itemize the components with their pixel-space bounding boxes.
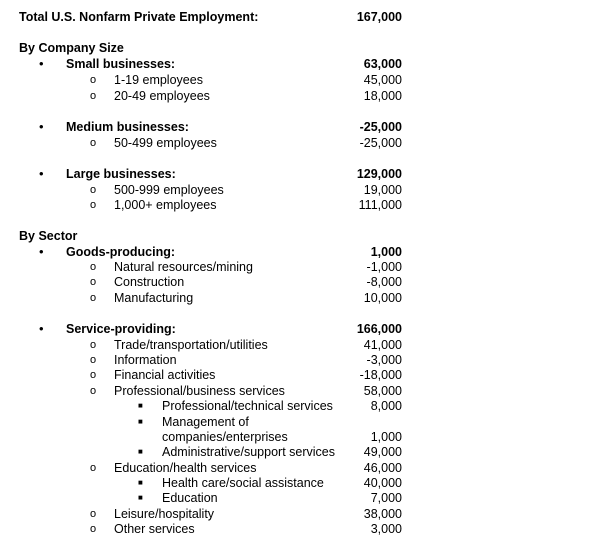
- list-item: [0, 367, 612, 383]
- list-item-value: -3,000: [366, 353, 402, 367]
- list-item-value: -25,000: [359, 136, 402, 150]
- bullet-disc-icon: •: [39, 166, 44, 181]
- bullet-circle-icon: o: [90, 292, 97, 304]
- list-item-value: 7,000: [370, 491, 402, 505]
- bullet-circle-icon: o: [90, 137, 97, 149]
- goods-producing-label: Goods-producing:: [66, 245, 176, 259]
- list-item: [0, 337, 612, 353]
- list-item: [0, 274, 612, 290]
- total-label: Total U.S. Nonfarm Private Employment:: [19, 10, 259, 24]
- list-item-value: -1,000: [366, 260, 402, 274]
- bullet-disc-icon: •: [39, 119, 44, 134]
- list-item-value: 38,000: [363, 507, 402, 521]
- bullet-square-icon: ■: [138, 478, 143, 487]
- list-item: [0, 475, 612, 491]
- list-item: [0, 429, 612, 445]
- medium-businesses-row: [0, 119, 612, 135]
- total-row: [0, 9, 612, 25]
- goods-producing-row: [0, 244, 612, 260]
- bullet-circle-icon: o: [90, 354, 97, 366]
- bullet-circle-icon: o: [90, 508, 97, 520]
- list-item-label: Professional/technical services: [162, 399, 333, 413]
- list-item: [0, 135, 612, 151]
- list-item-value: 49,000: [363, 445, 402, 459]
- bullet-circle-icon: o: [90, 184, 97, 196]
- company-size-heading-row: [0, 40, 612, 56]
- service-providing-label: Service-providing:: [66, 322, 176, 336]
- list-item-label: Health care/social assistance: [162, 476, 324, 490]
- service-providing-value: 166,000: [356, 322, 402, 336]
- list-item-value: 40,000: [363, 476, 402, 490]
- bullet-square-icon: ■: [138, 417, 143, 426]
- list-item-value: 18,000: [363, 89, 402, 103]
- list-item-value: 19,000: [363, 183, 402, 197]
- list-item-label: Financial activities: [114, 368, 216, 382]
- medium-businesses-label: Medium businesses:: [66, 120, 189, 134]
- list-item: [0, 460, 612, 476]
- sector-heading: By Sector: [19, 229, 78, 243]
- list-item: [0, 414, 612, 430]
- large-businesses-row: [0, 166, 612, 182]
- list-item: [0, 490, 612, 506]
- list-item-label: Other services: [114, 522, 195, 536]
- bullet-square-icon: ■: [138, 401, 143, 410]
- bullet-circle-icon: o: [90, 261, 97, 273]
- bullet-disc-icon: •: [39, 244, 44, 259]
- bullet-circle-icon: o: [90, 339, 97, 351]
- list-item-label: companies/enterprises: [162, 430, 288, 444]
- service-providing-row: [0, 321, 612, 337]
- list-item-value: 45,000: [363, 73, 402, 87]
- list-item-label: 50-499 employees: [114, 136, 217, 150]
- list-item-label: Natural resources/mining: [114, 260, 253, 274]
- small-businesses-label: Small businesses:: [66, 57, 176, 71]
- bullet-disc-icon: •: [39, 321, 44, 336]
- list-item-label: Administrative/support services: [162, 445, 335, 459]
- list-item: [0, 88, 612, 104]
- goods-producing-value: 1,000: [370, 245, 402, 259]
- bullet-square-icon: ■: [138, 447, 143, 456]
- list-item-label: Trade/transportation/utilities: [114, 338, 268, 352]
- list-item-label: Management of: [162, 415, 249, 429]
- list-item-value: 1,000: [370, 430, 402, 444]
- list-item-label: Professional/business services: [114, 384, 285, 398]
- list-item: [0, 259, 612, 275]
- bullet-circle-icon: o: [90, 90, 97, 102]
- large-businesses-value: 129,000: [356, 167, 402, 181]
- list-item-label: 1-19 employees: [114, 73, 203, 87]
- list-item-label: Education/health services: [114, 461, 257, 475]
- bullet-circle-icon: o: [90, 276, 97, 288]
- total-value: 167,000: [356, 10, 402, 24]
- medium-businesses-value: -25,000: [359, 120, 402, 134]
- list-item: [0, 506, 612, 522]
- large-businesses-label: Large businesses:: [66, 167, 176, 181]
- list-item-label: Construction: [114, 275, 185, 289]
- list-item-value: 10,000: [363, 291, 402, 305]
- small-businesses-row: [0, 56, 612, 72]
- list-item: [0, 398, 612, 414]
- list-item-value: 3,000: [370, 522, 402, 536]
- bullet-circle-icon: o: [90, 523, 97, 535]
- list-item: [0, 444, 612, 460]
- list-item-value: 8,000: [370, 399, 402, 413]
- company-size-heading: By Company Size: [19, 41, 124, 55]
- bullet-circle-icon: o: [90, 369, 97, 381]
- list-item-label: Information: [114, 353, 177, 367]
- bullet-circle-icon: o: [90, 74, 97, 86]
- list-item-value: 41,000: [363, 338, 402, 352]
- list-item-label: 500-999 employees: [114, 183, 224, 197]
- list-item-label: Manufacturing: [114, 291, 194, 305]
- list-item: [0, 521, 612, 537]
- bullet-square-icon: ■: [138, 493, 143, 502]
- list-item: [0, 352, 612, 368]
- list-item-value: -18,000: [359, 368, 402, 382]
- list-item-label: Education: [162, 491, 218, 505]
- list-item-value: -8,000: [366, 275, 402, 289]
- list-item: [0, 197, 612, 213]
- list-item-label: 20-49 employees: [114, 89, 210, 103]
- bullet-circle-icon: o: [90, 462, 97, 474]
- list-item-value: 58,000: [363, 384, 402, 398]
- bullet-circle-icon: o: [90, 385, 97, 397]
- list-item-value: 46,000: [363, 461, 402, 475]
- list-item: [0, 290, 612, 306]
- list-item: [0, 182, 612, 198]
- small-businesses-value: 63,000: [363, 57, 402, 71]
- list-item: [0, 383, 612, 399]
- list-item-label: Leisure/hospitality: [114, 507, 215, 521]
- list-item: [0, 72, 612, 88]
- bullet-circle-icon: o: [90, 199, 97, 211]
- bullet-disc-icon: •: [39, 56, 44, 71]
- sector-heading-row: [0, 228, 612, 244]
- list-item-label: 1,000+ employees: [114, 198, 217, 212]
- list-item-value: 111,000: [358, 198, 402, 212]
